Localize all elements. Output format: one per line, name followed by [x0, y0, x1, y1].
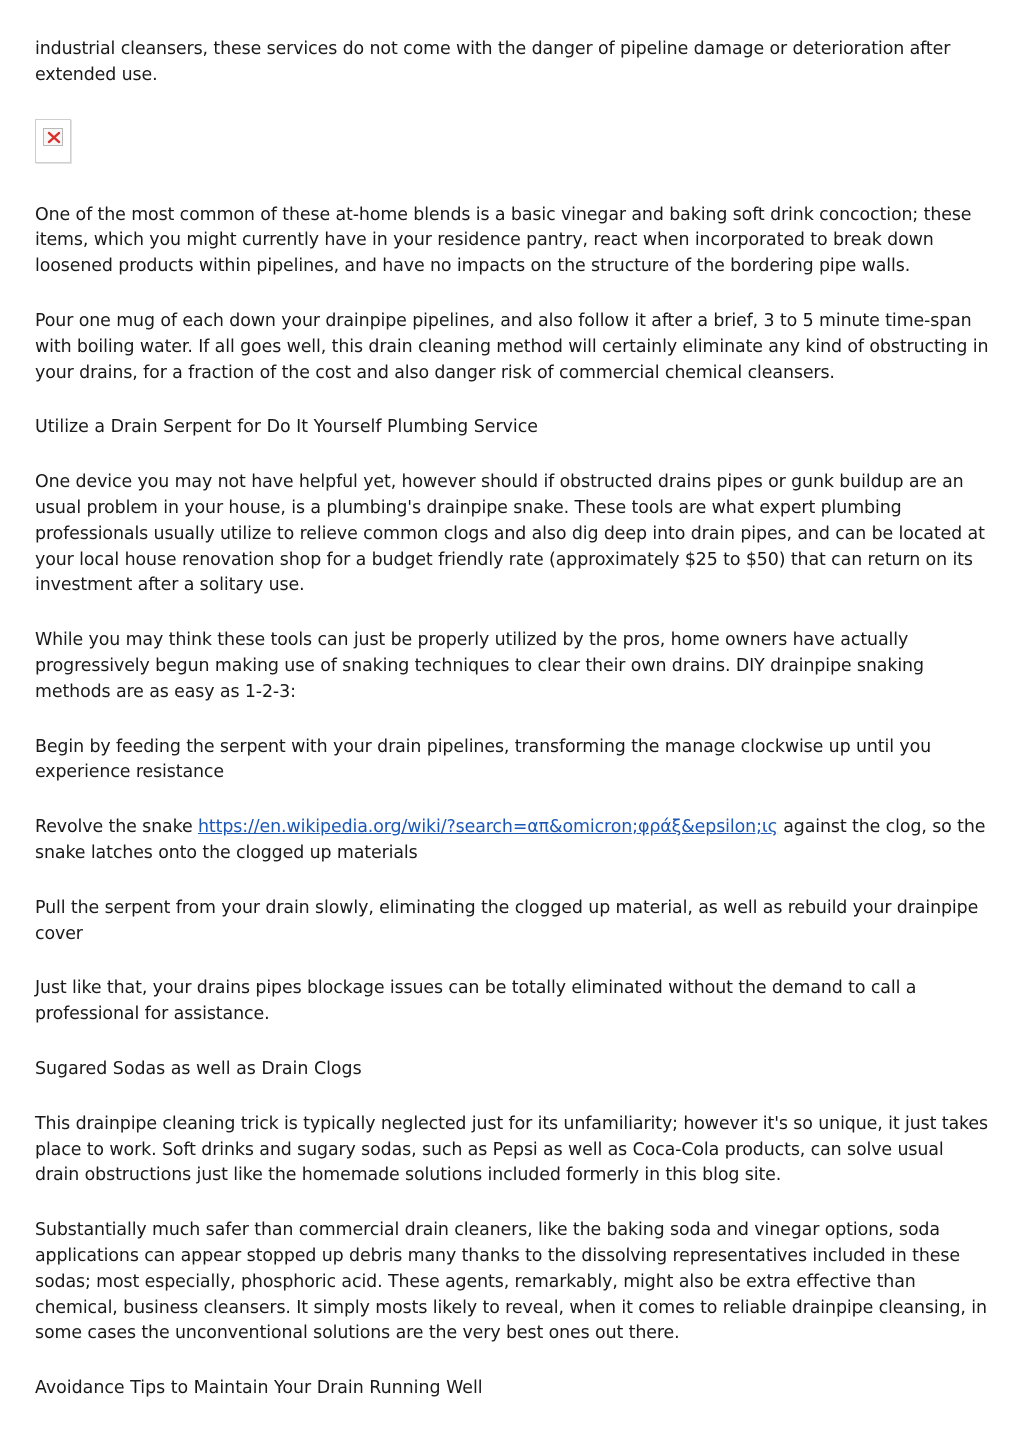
paragraph: Pull the serpent from your drain slowly, eliminating the clogged up material, as well as rebuild your drainpipe cover	[35, 897, 979, 944]
paragraph: While you may think these tools can just be properly utilized by the pros, home owners have actually progressively begun making use of snaking techniques to clear their own drains. DIY drainpipe snaking methods are as easy as 1-2-3:	[35, 630, 924, 702]
paragraph: industrial cleansers, these services do not come with the danger of pipeline damage or deterioration after extended use.	[35, 39, 951, 85]
paragraph: Just like that, your drains pipes blockage issues can be totally eliminated without the demand to call a professional for assistance.	[35, 978, 917, 1025]
paragraph: One of the most common of these at-home blends is a basic vinegar and baking soft drink concoction; these items, which you might currently have in your residence pantry, react when incorporated to break down loosened products within pipelines, and have no impacts on the structure of the bordering pipe walls.	[35, 204, 972, 277]
section-heading: Utilize a Drain Serpent for Do It Yourself Plumbing Service	[35, 417, 539, 438]
broken-image-icon	[35, 119, 71, 163]
broken-image-frame	[43, 128, 63, 146]
paragraph-text: against the clog, so the snake latches onto the clogged up materials	[35, 817, 986, 863]
paragraph: This drainpipe cleaning trick is typically neglected just for its unfamiliarity; however it's so unique, it just takes place to work. Soft drinks and sugary sodas, such as Pepsi as well as Coca-Cola products, can solve usual drain obstructions just like the homemade solutions included formerly in this blog site.	[35, 1113, 988, 1186]
paragraph: One device you may not have helpful yet, however should if obstructed drains pipes or gunk buildup are an usual problem in your house, is a plumbing's drainpipe snake. These tools are what expert plumbing professionals usually utilize to relieve common clogs and also dig deep into drain pipes, and can be located at your local house renovation shop for a budget friendly rate (approximately $25 to $50) that can return on its investment after a solitary use.	[35, 472, 985, 596]
paragraph: Substantially much safer than commercial drain cleaners, like the baking soda and vinegar options, soda applications can appear stopped up debris many thanks to the dissolving representatives included in these sodas; most especially, phosphoric acid. These agents, remarkably, might also be extra effective than chemical, business cleansers. It simply mosts likely to reveal, when it comes to reliable drainpipe cleansing, in some cases the unconventional solutions are the very best ones out there.	[35, 1220, 987, 1344]
section-heading: Sugared Sodas as well as Drain Clogs	[35, 1058, 362, 1079]
red-x-icon	[47, 131, 61, 144]
wikipedia-search-link[interactable]: https://en.wikipedia.org/wiki/?search=απ&omicron;φράξ&epsilon;ις	[197, 817, 778, 838]
paragraph-with-link	[35, 815, 990, 867]
section-heading: Avoidance Tips to Maintain Your Drain Running Well	[35, 1378, 483, 1399]
paragraph: Pour one mug of each down your drainpipe pipelines, and also follow it after a brief, 3 to 5 minute time-span with boiling water. If all goes well, this drain cleaning method will certainly eliminate any kind of obstructing in your drains, for a fraction of the cost and also danger risk of commercial chemical cleansers.	[35, 310, 989, 383]
paragraph: Begin by feeding the serpent with your drain pipelines, transforming the manage clockwise up until you experience resistance	[35, 736, 932, 783]
paragraph-text: Revolve the snake	[35, 817, 198, 838]
